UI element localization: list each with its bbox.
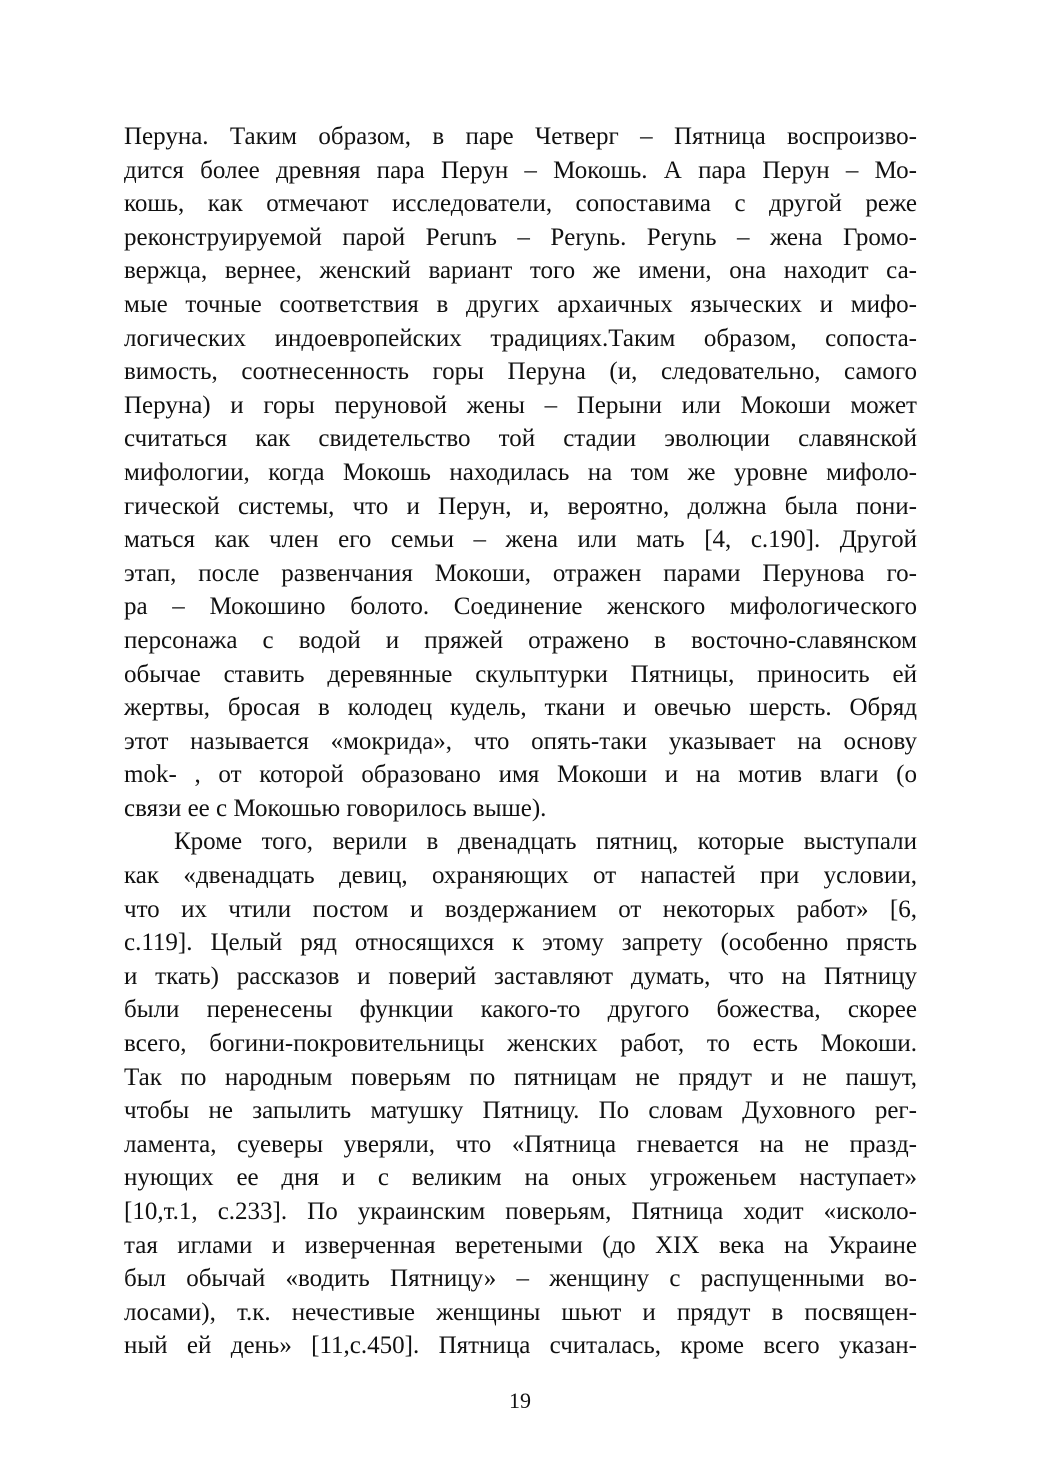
text-line: кошь, как отмечают исследователи, сопоставима с другой реже	[124, 190, 917, 218]
text-line: жертвы, бросая в колодец кудель, ткани и овечью шерсть. Обряд	[124, 694, 917, 722]
text-line: Кроме того, верили в двенадцать пятниц, которые выступали	[174, 828, 917, 856]
text-line: Перуна. Таким образом, в паре Четверг – Пятница воспроизво-	[124, 123, 917, 150]
text-line: ламента, суеверы уверяли, что «Пятница гневается на не празд-	[124, 1130, 917, 1158]
text-line: что их чтили постом и воздержанием от некоторых работ» [6,	[124, 895, 917, 923]
text-line: тая иглами и изверченная веретеными (до XIX века на Украине	[124, 1231, 917, 1259]
text-line: дится более древняя пара Перун – Мокошь. А пара Перун – Мо-	[124, 156, 917, 184]
text-line: связи ее с Мокошью говорилось выше).	[124, 794, 547, 822]
text-line: и ткать) рассказов и поверий заставляют думать, что на Пятницу	[124, 962, 917, 990]
text-line: этап, после развенчания Мокоши, отражен парами Перунова го-	[124, 559, 917, 587]
text-line: Так по народным поверьям по пятницам не прядут и не пашут,	[124, 1063, 917, 1091]
text-line: чтобы не запылить матушку Пятницу. По словам Духовного рег-	[124, 1097, 917, 1125]
text-line: мые точные соответствия в других архаичных языческих и мифо-	[124, 290, 917, 318]
text-line: был обычай «водить Пятницу» – женщину с распущенными во-	[124, 1265, 917, 1293]
body-text	[124, 120, 917, 1363]
text-line: лосами), т.к. нечестивые женщины шьют и прядут в посвящен-	[124, 1298, 917, 1326]
text-line: логических индоевропейских традициях.Таким образом, сопоста-	[124, 324, 917, 352]
text-line: с.119]. Целый ряд относящихся к этому запрету (особенно прясть	[124, 929, 917, 957]
text-line: персонажа с водой и пряжей отражено в восточно-славянском	[124, 626, 917, 654]
text-line: всего, богини-покровительницы женских работ, то есть Мокоши.	[124, 1030, 917, 1058]
text-line: мифологии, когда Мокошь находилась на том же уровне мифоло-	[124, 458, 917, 486]
text-line: обычае ставить деревянные скульптурки Пятницы, приносить ей	[124, 660, 917, 688]
text-line: нующих ее дня и с великим на оных угроженьем наступает»	[124, 1164, 917, 1192]
text-line: вимость, соотнесенность горы Перуна (и, следовательно, самого	[124, 358, 917, 386]
paragraph-2	[124, 825, 917, 1363]
text-line: гической системы, что и Перун, и, вероятно, должна была пони-	[124, 492, 917, 520]
text-line: вержца, вернее, женский вариант того же имени, она находит са-	[124, 257, 917, 285]
paragraph-1	[124, 120, 917, 825]
text-line: этот называется «мокрида», что опять-таки указывает на основу	[124, 727, 917, 755]
text-line: были перенесены функции какого-то другого божества, скорее	[124, 996, 917, 1024]
text-line: [10,т.1, с.233]. По украинским поверьям, Пятница ходит «исколо-	[124, 1198, 917, 1225]
text-line: считаться как свидетельство той стадии эволюции славянской	[124, 425, 917, 453]
text-line: как «двенадцать девиц, охраняющих от напастей при условии,	[124, 862, 917, 890]
text-line: ный ей день» [11,с.450]. Пятница считалась, кроме всего указан-	[124, 1332, 917, 1360]
page-number: 19	[509, 1388, 531, 1413]
text-line: реконструируемой парой Perunъ – Perуnь. Perуnь – жена Громо-	[124, 223, 917, 251]
text-line: ра – Мокошино болото. Соединение женского мифологического	[124, 593, 917, 621]
text-line: маться как член его семьи – жена или мать [4, с.190]. Другой	[124, 526, 917, 554]
text-line: Перуна) и горы перуновой жены – Перыни или Мокоши может	[124, 391, 917, 419]
text-line: mok- , от которой образовано имя Мокоши и на мотив влаги (о	[124, 761, 917, 789]
